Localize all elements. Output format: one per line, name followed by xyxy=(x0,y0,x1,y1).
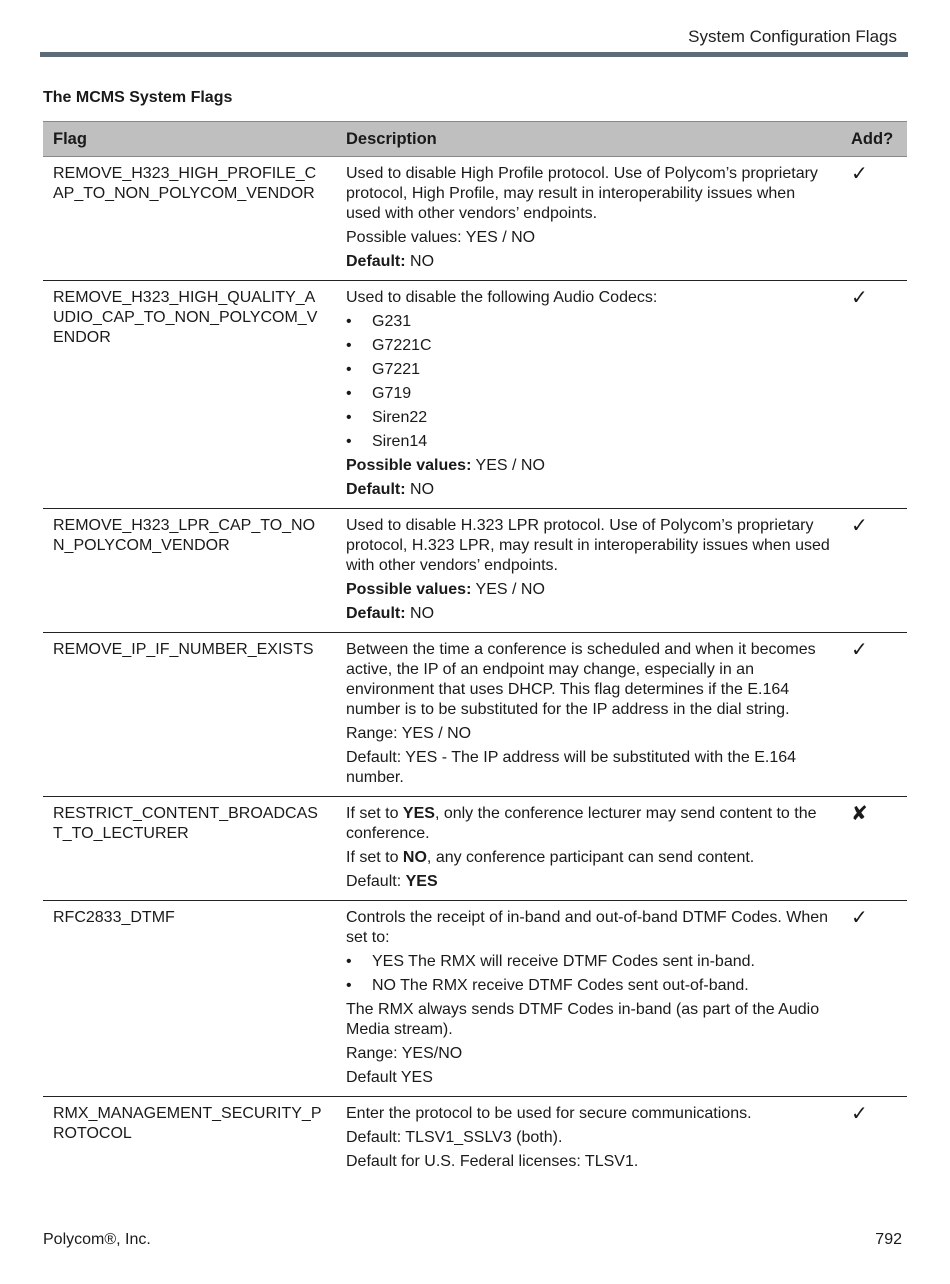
table-row xyxy=(43,1097,907,1181)
field-label: Default: xyxy=(346,253,406,270)
footer-page-number: 792 xyxy=(875,1231,902,1248)
checkmark-icon: ✓ xyxy=(841,509,907,633)
column-header-add: Add? xyxy=(841,122,907,157)
checkmark-icon: ✓ xyxy=(841,281,907,509)
text-prefix: Default: xyxy=(346,873,406,890)
description-paragraph xyxy=(346,456,831,476)
field-label: Possible values: xyxy=(346,457,472,474)
page-header-title: System Configuration Flags xyxy=(688,27,897,46)
description-paragraph xyxy=(346,1128,831,1148)
bullet-icon: • xyxy=(346,337,352,354)
bold-value: YES xyxy=(405,873,438,890)
checkmark-icon: ✓ xyxy=(851,1103,868,1125)
bold-value: NO xyxy=(402,849,427,866)
checkmark-icon: ✓ xyxy=(841,157,907,281)
bullet-text: G719 xyxy=(372,385,412,402)
text-prefix: If set to xyxy=(346,805,403,822)
description-paragraph xyxy=(346,748,831,788)
description-paragraph xyxy=(346,804,831,844)
column-header-flag: Flag xyxy=(43,122,336,157)
table-row xyxy=(43,281,907,509)
bullet-icon: • xyxy=(346,433,352,450)
footer-company: Polycom®, Inc. xyxy=(43,1231,151,1248)
description-paragraph xyxy=(346,516,831,576)
bullet-icon: • xyxy=(346,953,352,970)
text-body: NO xyxy=(405,605,435,622)
flag-description xyxy=(336,1097,841,1181)
bullet-text: YES The RMX will receive DTMF Codes sent in-band. xyxy=(372,953,755,970)
table-row xyxy=(43,157,907,281)
field-label: Default: xyxy=(346,481,406,498)
description-paragraph xyxy=(346,640,831,720)
bullet-icon: • xyxy=(346,977,352,994)
description-paragraph xyxy=(346,164,831,224)
text-body: Controls the receipt of in-band and out-of-band DTMF Codes. When set to: xyxy=(346,909,829,946)
flag-description xyxy=(336,901,841,1097)
text-body: Used to disable the following Audio Codecs: xyxy=(346,289,658,306)
bullet-item xyxy=(346,384,831,404)
description-paragraph xyxy=(346,872,831,892)
description-paragraph xyxy=(346,228,831,248)
flag-name: REMOVE_H323_HIGH_PROFILE_CAP_TO_NON_POLYCOM_VENDOR xyxy=(43,157,336,281)
cross-icon: ✘ xyxy=(841,797,907,901)
bullet-item xyxy=(346,336,831,356)
section-title: The MCMS System Flags xyxy=(43,89,233,106)
text-body: Possible values: YES / NO xyxy=(346,229,536,246)
text-body: , only the conference lecturer may send content to the conference. xyxy=(346,805,817,842)
text-body: YES / NO xyxy=(471,581,545,598)
flag-name: RMX_MANAGEMENT_SECURITY_PROTOCOL xyxy=(53,1105,322,1142)
bullet-icon: • xyxy=(346,385,352,402)
description-paragraph xyxy=(346,288,831,308)
flag-description xyxy=(336,633,841,797)
text-body: NO xyxy=(405,253,435,270)
table-row xyxy=(43,633,907,797)
bullet-item xyxy=(346,360,831,380)
text-body: Default: YES - The IP address will be substituted with the E.164 number. xyxy=(346,749,797,786)
text-body: Range: YES / NO xyxy=(346,725,472,742)
flag-name: REMOVE_H323_HIGH_QUALITY_AUDIO_CAP_TO_NON_POLYCOM_VENDOR xyxy=(43,281,336,509)
field-label: Default: xyxy=(346,605,406,622)
description-paragraph xyxy=(346,1104,831,1124)
bullet-text: G7221 xyxy=(372,361,421,378)
text-body: Enter the protocol to be used for secure communications. xyxy=(346,1105,752,1122)
flag-description xyxy=(336,157,841,281)
description-paragraph xyxy=(346,1044,831,1064)
bullet-item xyxy=(346,312,831,332)
text-body: Default for U.S. Federal licenses: TLSV1. xyxy=(346,1153,639,1170)
flag-description xyxy=(336,509,841,633)
bullet-text: G7221C xyxy=(372,337,432,354)
checkmark-icon: ✓ xyxy=(841,901,907,1097)
flag-name: RESTRICT_CONTENT_BROADCAST_TO_LECTURER xyxy=(43,797,336,901)
bullet-icon: • xyxy=(346,361,352,378)
bullet-text: Siren22 xyxy=(372,409,428,426)
bullet-text: G231 xyxy=(372,313,412,330)
bullet-item xyxy=(346,408,831,428)
text-body: Default: TLSV1_SSLV3 (both). xyxy=(346,1129,563,1146)
text-body: Used to disable High Profile protocol. Use of Polycom’s proprietary protocol, High Profile, may result in interoperability issues when used with other vendors’ endpoints. xyxy=(346,165,818,222)
flags-table xyxy=(43,121,907,1180)
table-row xyxy=(43,901,907,1097)
description-paragraph xyxy=(346,604,831,624)
text-body: Used to disable H.323 LPR protocol. Use of Polycom’s proprietary protocol, H.323 LPR, may result in interoperability issues when used with other vendors’ endpoints. xyxy=(346,517,830,574)
bullet-item xyxy=(346,952,831,972)
description-paragraph xyxy=(346,908,831,948)
header-divider xyxy=(40,52,908,57)
description-paragraph xyxy=(346,480,831,500)
table-row xyxy=(43,509,907,633)
table-row xyxy=(43,797,907,901)
bullet-text: Siren14 xyxy=(372,433,428,450)
flag-name: RFC2833_DTMF xyxy=(43,901,336,1097)
text-body: The RMX always sends DTMF Codes in-band (as part of the Audio Media stream). xyxy=(346,1001,820,1038)
description-paragraph xyxy=(346,580,831,600)
field-label: Possible values: xyxy=(346,581,472,598)
description-paragraph xyxy=(346,1152,831,1172)
checkmark-icon: ✓ xyxy=(841,633,907,797)
text-body: YES / NO xyxy=(471,457,545,474)
text-prefix: If set to xyxy=(346,849,403,866)
bullet-text: NO The RMX receive DTMF Codes sent out-of-band. xyxy=(372,977,749,994)
flag-name: REMOVE_IP_IF_NUMBER_EXISTS xyxy=(43,633,336,797)
bullet-icon: • xyxy=(346,313,352,330)
description-paragraph xyxy=(346,252,831,272)
bullet-icon: • xyxy=(346,409,352,426)
text-body: Range: YES/NO xyxy=(346,1045,463,1062)
description-paragraph xyxy=(346,848,831,868)
column-header-description: Description xyxy=(336,122,841,157)
bold-value: YES xyxy=(402,805,435,822)
bullet-item xyxy=(346,976,831,996)
flag-name: REMOVE_H323_LPR_CAP_TO_NON_POLYCOM_VENDOR xyxy=(43,509,336,633)
flag-description xyxy=(336,797,841,901)
description-paragraph xyxy=(346,1068,831,1088)
description-paragraph xyxy=(346,1000,831,1040)
bullet-item xyxy=(346,432,831,452)
text-body: , any conference participant can send content. xyxy=(426,849,755,866)
text-body: NO xyxy=(405,481,435,498)
description-paragraph xyxy=(346,724,831,744)
text-body: Between the time a conference is scheduled and when it becomes active, the IP of an endpoint may change, especially in an environment that uses DHCP. This flag determines if the E.164 number is to be substituted for the IP address in the dial string. xyxy=(346,641,816,718)
flag-description xyxy=(336,281,841,509)
text-body: Default YES xyxy=(346,1069,433,1086)
table-header-row xyxy=(43,122,907,157)
